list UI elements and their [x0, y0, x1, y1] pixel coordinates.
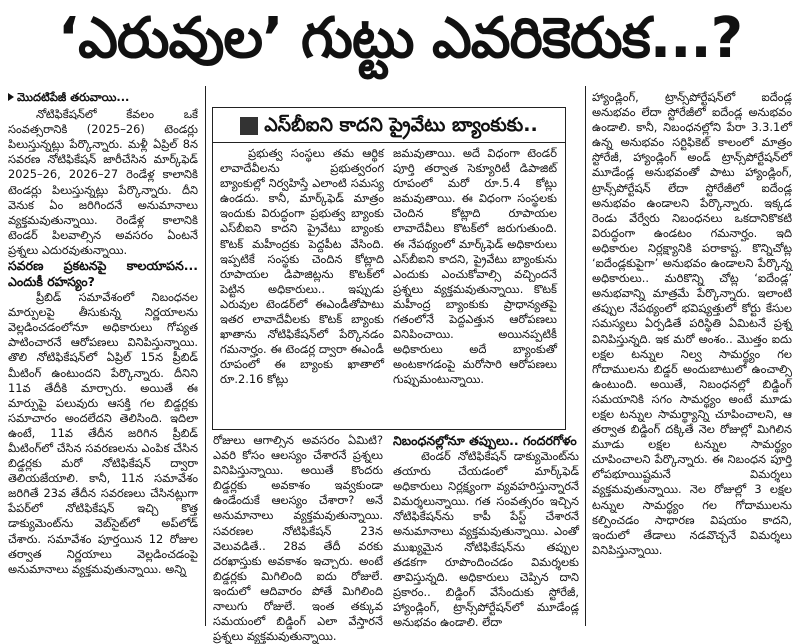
paragraph: ప్రీబిడ్ సమావేశంలో నిబంధనల మార్పులపై తీసుకున్న నిర్ణయాలను వెల్లడించడంలోనూ అధికారులు గోప్యత పాటించారనే ఆరోపణలు వినిపిస్తున్నాయి. తొలి నోటిఫికేషన్‌లో ఏప్రిల్ 15న ప్రీబిడ్ మీటింగ్ ఉంటుందని పేర్కొన్నారు. దీనిని 11వ తేదీకి మార్చారు. అయితే ఈ మార్పుపై పలువురు ఆసక్తి గల బిడ్డర్లకు సమాచారం అందలేదని తెలిసింది. ఇదిలా ఉంటే, 11వ తేదీన జరిగిన ప్రీబిడ్ మీటింగ్‌లో చేసిన సవరణలను ఎంపిక చేసిన బిడ్డర్లకు మరో నోటిఫికేషన్ ద్వారా తెలియజేయాలి. కానీ, 11న సమావేశం జరిగితే 23వ తేదీన సవరణలు చేసినట్లుగా పేపర్‌లో నోటిఫికేషన్ ఇచ్చి కొత్త డాక్యుమెంట్‌ను వెబ్‌సైట్‌లో అప్‌లోడ్ చేశారు. సమావేశం పూర్తయిన 12 రోజుల తర్వాత నిర్ణయాలు వెల్లడించడంపై అనుమానాలు వ్యక్తమవుతున్నాయి. అన్ని	[8, 290, 198, 576]
column-4	[592, 90, 792, 626]
inset-column-right	[393, 146, 557, 426]
subheading: సవరణ ప్రకటనపై కాలయాపన... ఎందుకీ రహస్యం?	[8, 258, 198, 290]
paragraph: హ్యాండ్లింగ్, ట్రాన్స్‌పోర్టేషన్‌లో ఐదేండ్ల అనుభవం లేదా స్టోరేజీలో ఐదేండ్ల అనుభవం ఉండాలి. కానీ, నిబంధనల్లోని పేరా 3.3.1లో ఉన్న అనుభవం సర్టిఫికెట్ కాలంలో మాత్రం స్టోరేజీ, హ్యాండ్లింగ్ అండ్ ట్రాన్స్‌పోర్టేషన్‌లో మూడేండ్ల అనుభవంతో పాటు హ్యాండ్లింగ్, ట్రాన్స్‌పోర్టేషన్ లేదా స్టోరేజీలో ఐదేండ్ల అనుభవం ఉండాలని పేర్కొన్నారు. ఇక్కడ రెండు వేర్వేరు నిబంధనలు ఒకదానికొకటి విరుద్ధంగా ఉండటం గమనార్హం. ఇది అధికారుల నిర్లక్ష్యానికి పరాకాష్ట. కొన్నిచోట్ల ‘ఐదేండ్లకుపైగా’ అనుభవం ఉండాలని పేర్కొన్న అధికారులు.. మరికొన్ని చోట్ల ‘ఐదేండ్ల’ అనుభవాన్ని మాత్రమే పేర్కొన్నారు. ఇలాంటి తప్పుల నేపథ్యంలో భవిష్యత్తులో కోర్టు కేసుల సమస్యలు ఏర్పడితే పరిస్థితి ఏమిటనే ప్రశ్న వినిపిస్తున్నది. ఇక మరో అంశం.. మొత్తం ఐదు లక్షల టన్నుల నిల్వ సామర్థ్యం గల గోదాములను బిడ్డర్ అందుబాటులో ఉంచాల్సి ఉంటుంది. అయితే, నిబంధనల్లో బిడ్డింగ్ సమయానికి సగం సామర్థ్యం అంటే మూడు లక్షల టన్నుల సామర్థ్యాన్ని చూపించాలని, ఆ తర్వాత బిడ్డింగ్ దక్కితే నెల రోజుల్లో మిగిలిన మూడు లక్షల టన్నుల సామర్థ్యం చూపించాలని పేర్కొన్నారు. ఈ నిబంధన పూర్తి లోపభూయిష్టమనే విమర్శలు వ్యక్తమవుతున్నాయి. నెల రోజుల్లో 3 లక్షల టన్నుల సామర్థ్యం గల గోదాములను కల్పించడం సాధారణ విషయం కాదని, ఇందులో తేడాలు నడవొచ్చనే విమర్శలు వినిపిస్తున్నాయి.	[592, 90, 792, 557]
paragraph: నోటిఫికేషన్‌లో కేవలం ఒకే సంవత్సరానికి (2025–26) టెండర్లు పిలుస్తున్నట్లు పేర్కొన్నారు. మళ్లీ ఏప్రిల్ 8న సవరణ నోటిఫికేషన్ జారీచేసిన మార్క్‌ఫెడ్ 2025–26, 2026–27 రెండేళ్ల కాలానికి టెండర్లు పిలుస్తున్నట్లు పేర్కొన్నారు. దీని వెనుక ఏం జరిగిందనే అనుమానాలు వ్యక్తమవుతున్నాయి. రెండేళ్ల కాలానికి టెండర్ పిలవాల్సిన అవసరం ఏంటనే ప్రశ్నలు ఎదురవుతున్నాయి.	[8, 107, 198, 257]
inset-column-left	[220, 146, 384, 426]
paragraph: ప్రభుత్వ సంస్థలు తమ ఆర్థిక లావాదేవీలను ప్రభుత్వరంగ బ్యాంకుల్లో నిర్వహిస్తే ఎలాంటి సమస్య ఉండదు. కానీ, మార్క్‌ఫెడ్ మాత్రం ఇందుకు విరుద్ధంగా ప్రభుత్వ బ్యాంకు ఎస్‌బీఐని కాదని ప్రైవేటు బ్యాంకు కొటక్ మహీంద్రకు పెద్దపీట వేసింది. ఇప్పటికే సంస్థకు చెందిన కోట్లాది రూపాయల డిపాజిట్లను కొటక్‌లో పెట్టిన అధికారులు.. ఇప్పుడు ఎరువుల టెండర్‌లో ఈఎండీతోపాటు ఇతర లావాదేవీలకు కొటక్ బ్యాంకు ఖాతాను నోటిఫికేషన్‌లో పేర్కొనడం గమనార్హం. ఈ టెండర్ల ద్వారా ఈఎండీ రూపంలో ఈ బ్యాంకు ఖాతాలో రూ.2.16 కోట్లు	[220, 146, 384, 387]
arrow-icon	[8, 93, 14, 101]
column-divider	[205, 86, 206, 626]
subheading: నిబంధనల్లోనూ తప్పులు.. గందరగోళం	[393, 433, 577, 448]
paragraph: జమవుతాయి. అదే విధంగా టెండర్ పూర్తి తర్వాత సెక్యూరిటీ డిపాజిట్ రూపంలో మరో రూ.5.4 కోట్లు జమవుతాయి. ఈ విధంగా సంస్థలకు చెందిన కోట్లాది రూపాయల లావాదేవీలు కొటక్‌లో జరుగుతుంది. ఈ నేపథ్యంలో మార్క్‌ఫెడ్ అధికారులు ఎస్‌బీఐని కాదని, ప్రైవేటు బ్యాంకును ఎందుకు ఎంచుకోవాల్సి వచ్చిందనే ప్రశ్నలు వ్యక్తమవుతున్నాయి. కొటక్ మహీంద్ర బ్యాంకుకు ప్రాధాన్యతపై గతంలోనే పెద్దఎత్తున ఆరోపణలు వినిపించాయి. అయినప్పటికీ అధికారులు అదే బ్యాంకుతో అంటకాగడంపై మరోసారి ఆరోపణలు గుప్పుమంటున్నాయి.	[393, 146, 557, 387]
kicker: మొదటిపేజీ తరువాయి...	[8, 90, 198, 105]
column-divider	[585, 86, 586, 626]
column-2-lower	[213, 433, 383, 644]
inset-box-title: ఎస్‌బీఐని కాదని ప్రైవేటు బ్యాంకుకు..	[212, 107, 566, 143]
paragraph: టెండర్ నోటిఫికేషన్ డాక్యుమెంట్‌ను తయారు చేయడంలో మార్క్‌ఫెడ్ అధికారులు నిర్లక్ష్యంగా వ్యవహరిస్తున్నారనే విమర్శలున్నాయి. గత సంవత్సరం ఇచ్చిన నోటిఫికేషన్‌ను కాపీ పేస్ట్ చేశారనే అనుమానాలు వ్యక్తమవుతున్నాయి. ఎంతో ముఖ్యమైన నోటిఫికేషన్‌ను తప్పుల తడకగా రూపొందించడం విమర్శలకు తావిస్తున్నది. అధికారులు చెప్పిన దాని ప్రకారం.. బిడ్డింగ్ వేసేందుకు స్టోరేజీ, హ్యాండ్లింగ్, ట్రాన్స్‌పోర్టేషన్‌లో మూడేండ్ల అనుభవం ఉండాలి. లేదా	[393, 449, 579, 630]
paragraph: రోజులు ఆగాల్సిన అవసరం ఏమిటి? ఎవరి కోసం ఆలస్యం చేశారనే ప్రశ్నలు వినిపిస్తున్నాయి. అయితే కొందరు బిడ్డర్లకు అవకాశం ఇవ్వకుండా ఉండేందుకే ఆలస్యం చేశారా? అనే అనుమానాలు వ్యక్తమవుతున్నాయి. సవరణల నోటిఫికేషన్ 23న వెలువడితే.. 28వ తేదీ వరకు దరఖాస్తుకు అవకాశం ఇచ్చారు. అంటే బిడ్డర్లకు మిగిలింది ఐదు రోజులే. ఇందులో ఆదివారం పోతే మిగిలింది నాలుగు రోజులే. ఇంత తక్కువ సమయంలో బిడ్డింగ్ ఎలా వేస్తారనే ప్రశ్నలు వ్యక్తమవుతున్నాయి.	[213, 433, 383, 644]
headline: ‘ఎరువుల’ గుట్టు ఎవరికెరుక...?	[57, 6, 743, 71]
box-marker-icon	[240, 117, 258, 135]
column-1	[8, 90, 198, 626]
column-3-lower	[393, 433, 579, 630]
